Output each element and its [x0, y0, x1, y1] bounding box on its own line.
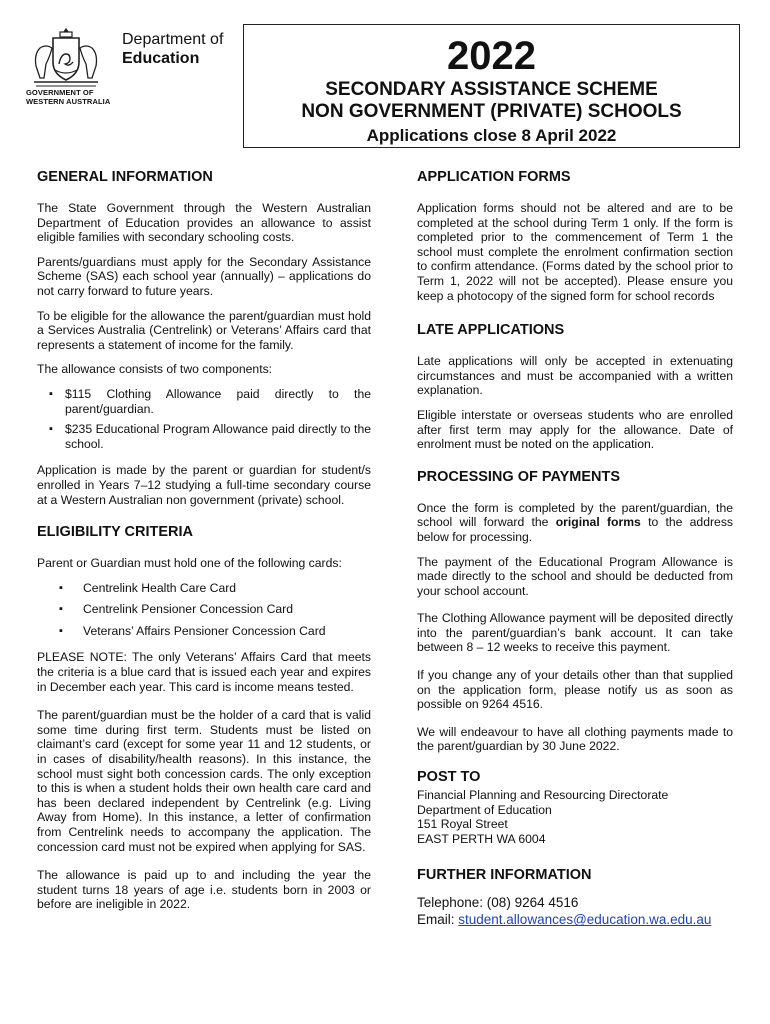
late-applications-heading: LATE APPLICATIONS — [417, 322, 565, 339]
eligibility-paragraph-4: The allowance is paid up to and including the year the student turns 18 years of age i.e. students born in 2003 or before are ineligible in 2022. — [37, 868, 371, 912]
allowance-components-list — [37, 387, 371, 451]
government-label-line2: WESTERN AUSTRALIA — [26, 97, 111, 106]
general-paragraph-2: Parents/guardians must apply for the Secondary Assistance Scheme (SAS) each school year (annually) – applications do not carry forward to future years. — [37, 254, 371, 298]
forms-paragraph-1: Application forms should not be altered and are to be completed at the school during Term 1 only. If the form is completed prior to the commencement of Term 1 the school must complete the enrolment confirmation section to confirm attendance. (Forms dated by the school prior to Term 1, 2022 will not be accepted). Please ensure you keep a photocopy of the signed form for school records — [417, 201, 733, 303]
processing-paragraph-3: The Clothing Allowance payment will be deposited directly into the parent/guardian’s bank account. It can take between 8 – 12 weeks to receive this payment. — [417, 611, 733, 655]
eligibility-note: PLEASE NOTE: The only Veterans’ Affairs Card that meets the criteria is a blue card that is issued each year and expires in December each year. This card is income means tested. — [37, 650, 371, 694]
address-line: EAST PERTH WA 6004 — [417, 831, 546, 846]
processing-paragraph-1 — [417, 501, 733, 545]
list-item: ▪ Veterans’ Affairs Pensioner Concession Card — [37, 624, 371, 639]
title-line1: SECONDARY ASSISTANCE SCHEME — [325, 79, 658, 100]
post-to-heading: POST TO — [417, 769, 481, 786]
late-paragraph-1: Late applications will only be accepted in extenuating circumstances and must be accompanied with a written explanation. — [417, 354, 733, 398]
government-label — [26, 88, 110, 106]
late-paragraph-2: Eligible interstate or overseas students who are enrolled after first term may apply for the allowance. Date of enrolment must be noted on the application. — [417, 407, 733, 452]
right-column — [417, 168, 733, 928]
general-paragraph-5: Application is made by the parent or guardian for student/s enrolled in Years 7–12 studying a full-time secondary course at a Western Australian non government (private) school. — [37, 463, 371, 507]
department-logo — [22, 22, 238, 114]
eligibility-paragraph-1: Parent or Guardian must hold one of the following cards: — [37, 556, 342, 571]
application-forms-heading: APPLICATION FORMS — [417, 169, 571, 185]
postal-address — [417, 788, 733, 846]
further-information-heading: FURTHER INFORMATION — [417, 867, 592, 884]
processing-heading: PROCESSING OF PAYMENTS — [417, 468, 621, 485]
list-item: ▪ Centrelink Health Care Card — [37, 581, 371, 596]
address-line: Financial Planning and Resourcing Directorate — [417, 788, 669, 803]
eligibility-paragraph-3: The parent/guardian must be the holder of a card that is valid some time during first term. Students must be listed on claimant’s card (except for some year 11 and 12 students, or in cases of disability/health reasons). In this instance, the school must sight both concession cards. The only exception to this is when a student holds their own health care card and has been declared independent by Centrelink (e.g. Living Away from Home). In this instance, a letter of confirmation from Centrelink needs to accompany the application. The concession card must not be expired when applying for SAS. — [37, 708, 371, 854]
processing-paragraph-2: The payment of the Educational Program Allowance is made directly to the school and should be deducted from your school account. — [417, 554, 733, 598]
processing-p1-before: Once the form is completed by the parent/guardian, the school will forward the — [417, 500, 733, 530]
title-box — [243, 24, 740, 148]
general-paragraph-1: The State Government through the Western Australian Department of Education provides an allowance to assist eligible families with secondary schooling costs. — [37, 201, 371, 245]
email-label: Email: — [417, 912, 459, 928]
processing-paragraph-5: We will endeavour to have all clothing payments made to the parent/guardian by 30 June 2022. — [417, 724, 733, 754]
general-information-heading: GENERAL INFORMATION — [37, 169, 213, 185]
contact-telephone: Telephone: (08) 9264 4516 — [417, 895, 579, 911]
processing-p1-bold: original forms — [555, 515, 641, 530]
address-line: 151 Royal Street — [417, 817, 508, 832]
eligibility-criteria-heading: ELIGIBILITY CRITERIA — [37, 524, 194, 541]
applications-deadline: Applications close 8 April 2022 — [366, 126, 617, 145]
department-name-line2: Education — [122, 50, 200, 67]
title-line2: NON GOVERNMENT (PRIVATE) SCHOOLS — [301, 101, 682, 122]
government-label-line1: GOVERNMENT OF — [26, 88, 94, 97]
general-paragraph-3: To be eligible for the allowance the parent/guardian must hold a Services Australia (Centrelink) or Veterans’ Affairs card that represents a statement of income for the family. — [37, 308, 371, 352]
email-link[interactable]: student.allowances@education.wa.edu.au — [458, 912, 712, 928]
list-item: ▪ Centrelink Pensioner Concession Card — [37, 602, 371, 617]
address-line: Department of Education — [417, 802, 552, 817]
title-year: 2022 — [447, 34, 536, 78]
general-paragraph-4: The allowance consists of two components: — [37, 362, 273, 377]
department-name-line1: Department of — [122, 31, 224, 48]
processing-paragraph-4: If you change any of your details other than that supplied on the application form, please notify us as soon as possible on 9264 4516. — [417, 668, 733, 712]
left-column — [37, 168, 371, 922]
department-name — [122, 30, 223, 68]
eligible-cards-list — [37, 581, 371, 639]
processing-p1-after: to the address below for processing. — [417, 515, 734, 544]
list-item: ▪ $115 Clothing Allowance paid directly to the parent/guardian. — [37, 387, 371, 416]
contact-email — [417, 911, 733, 928]
list-item: ▪ $235 Educational Program Allowance paid directly to the school. — [37, 422, 371, 451]
coat-of-arms-icon — [26, 24, 106, 90]
